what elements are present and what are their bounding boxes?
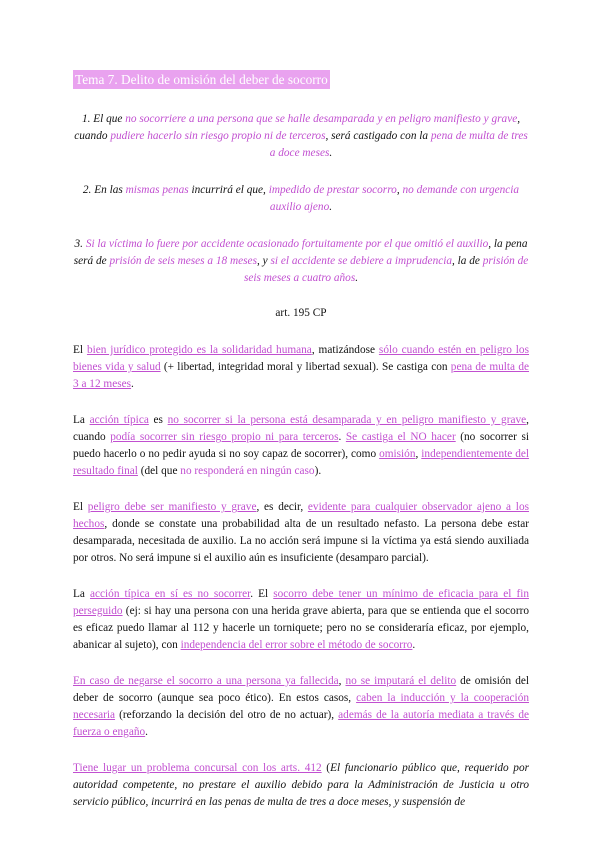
p3-text-a: El	[73, 501, 88, 513]
q1-text-a: 1. El que	[81, 113, 126, 125]
p3-text-e: , donde se constate una probabilidad alta de un resultado nefasto. La persona debe estar desamparada, necesitada de auxilio. La no acción será impune si la víctima ya está siendo auxiliada por otros. No será impune si el auxilio aún es insuficiente (desamparo parcial).	[73, 518, 529, 564]
q2-highlight-f: no demande con urgencia auxilio ajeno	[269, 184, 520, 213]
p1-highlight-b: bien jurídico protegido es la solidaridad humana	[86, 344, 312, 356]
q1-text-e: , será castigado con la	[325, 130, 431, 142]
p5-text-b: ,	[338, 675, 346, 687]
q3-highlight-h: prisión de seis meses a cuatro años	[243, 255, 529, 284]
p2-highlight-h: Se castiga el NO hacer	[345, 431, 456, 443]
p2-highlight-n: no responderá en ningún caso	[180, 465, 315, 477]
q3-highlight-b: Si la víctima lo fuere por accidente ocasionado fortuitamente por el que omitió el auxilio	[85, 238, 489, 250]
p2-highlight-f: podía socorrer sin riesgo propio ni para terceros	[110, 431, 339, 443]
q3-text-c: , la pena será de	[73, 238, 528, 267]
q3-text-e: , y	[256, 255, 271, 267]
p1-text-e: (+ libertad, integridad moral y libertad sexual). Se castiga con	[160, 361, 451, 373]
q2-text-e: ,	[396, 184, 403, 196]
p4-text-e: (ej: si hay una persona con una herida grave abierta, para que se entienda que el socorro es eficaz puedo llamar al 112 y hacerle un torniquete; pero no se consideraría eficaz, por ejemplo, abanicar al sujeto), con	[73, 605, 529, 651]
paragraph-concursal	[73, 760, 529, 811]
p4-highlight-d: socorro debe tener un mínimo de eficacia para el fin perseguido	[73, 588, 529, 617]
p3-highlight-d: evidente para cualquier observador ajeno a los hechos	[73, 501, 529, 530]
p2-text-m: (del que	[137, 465, 181, 477]
p5-highlight-a: En caso de negarse el socorro a una persona ya fallecida	[73, 675, 339, 687]
paragraph-peligro	[73, 499, 529, 567]
p6-highlight-a: Tiene lugar un problema concursal con los arts. 412	[73, 762, 322, 774]
p2-text-i: (no socorrer si puedo hacerlo o no pedir ayuda si no soy capaz de socorrer), como	[73, 431, 529, 460]
p4-text-g: .	[412, 639, 416, 651]
p4-text-a: La	[73, 588, 90, 600]
p1-highlight-f: pena de multa de 3 a 12 meses	[73, 361, 529, 390]
paragraph-bien-juridico	[73, 342, 529, 393]
p1-highlight-d: sólo cuando estén en peligro los bienes vida y salud	[73, 344, 529, 373]
q2-highlight-d: impedido de prestar socorro	[268, 184, 397, 196]
p5-highlight-c: no se imputará el delito	[345, 675, 457, 687]
paragraph-socorro-eficaz	[73, 586, 529, 654]
q1-highlight-b: no socorriere a una persona que se halle desamparada y en peligro manifiesto y grave	[125, 113, 518, 125]
q1-text-g: .	[329, 147, 333, 159]
q1-text-c: , cuando	[74, 113, 521, 142]
p5-text-h: .	[145, 726, 148, 738]
p2-text-g: .	[338, 431, 346, 443]
p3-text-c: , es decir,	[256, 501, 308, 513]
p2-highlight-b: acción típica	[89, 414, 149, 426]
p5-text-f: (reforzando la decisión del otro de no actuar),	[115, 709, 339, 721]
quote-paragraph-2	[73, 182, 529, 216]
q3-highlight-d: prisión de seis meses a 18 meses	[109, 255, 257, 267]
q2-text-c: incurrirá el que,	[188, 184, 269, 196]
p2-highlight-l: independientemente del resultado final	[73, 448, 530, 477]
document-page	[73, 70, 529, 811]
quote-paragraph-3	[73, 236, 529, 287]
p5-highlight-g: además de la autoría mediata a través de fuerza o engaño	[73, 709, 529, 738]
q3-text-i: .	[355, 272, 359, 284]
p2-text-a: La	[73, 414, 90, 426]
q1-highlight-f: pena de multa de tres a doce meses	[269, 130, 528, 159]
q3-text-a: 3.	[74, 238, 86, 250]
title-highlight: Tema 7. Delito de omisión del deber de socorro	[75, 72, 328, 87]
q2-text-g: .	[329, 201, 333, 213]
p6-text-b: (	[321, 762, 331, 774]
p3-highlight-b: peligro debe ser manifiesto y grave	[87, 501, 257, 513]
document-title	[73, 70, 529, 89]
p4-highlight-b: acción típica en sí es no socorrer	[89, 588, 251, 600]
p5-text-d: de omisión del deber de socorro (aunque sea poco ético). En estos casos,	[73, 675, 529, 704]
p2-text-e: , cuando	[73, 414, 529, 443]
q3-text-g: , la de	[452, 255, 483, 267]
article-reference: art. 195 CP	[275, 307, 327, 319]
paragraph-persona-fallecida	[73, 673, 529, 741]
quote-paragraph-1	[73, 111, 529, 162]
q1-highlight-d: pudiere hacerlo sin riesgo propio ni de terceros	[110, 130, 326, 142]
p1-text-a: El	[73, 344, 87, 356]
p2-text-o: ).	[314, 465, 322, 477]
p4-text-c: . El	[250, 588, 274, 600]
p5-highlight-e: caben la inducción y la cooperación necesaria	[73, 692, 529, 721]
q2-text-a: 2. En las	[82, 184, 126, 196]
p1-text-g: .	[131, 378, 134, 390]
p2-highlight-j: omisión	[379, 448, 416, 460]
p2-text-k: ,	[415, 448, 422, 460]
p2-text-c: es	[148, 414, 168, 426]
p6-italic-c: El funcionario público que, requerido por autoridad competente, no prestare el auxilio debido para la Administración de Justicia u otro servicio público, incurrirá en las penas de multa de tres a doce meses, y suspensión de	[73, 762, 529, 808]
q3-highlight-f: si el accidente se debiere a imprudencia	[270, 255, 453, 267]
p1-text-c: , matizándose	[311, 344, 379, 356]
paragraph-accion-tipica	[73, 412, 529, 480]
q2-highlight-b: mismas penas	[125, 184, 189, 196]
p2-highlight-d: no socorrer si la persona está desamparada y en peligro manifiesto y grave	[167, 414, 527, 426]
p4-highlight-f: independencia del error sobre el método de socorro	[180, 639, 413, 651]
